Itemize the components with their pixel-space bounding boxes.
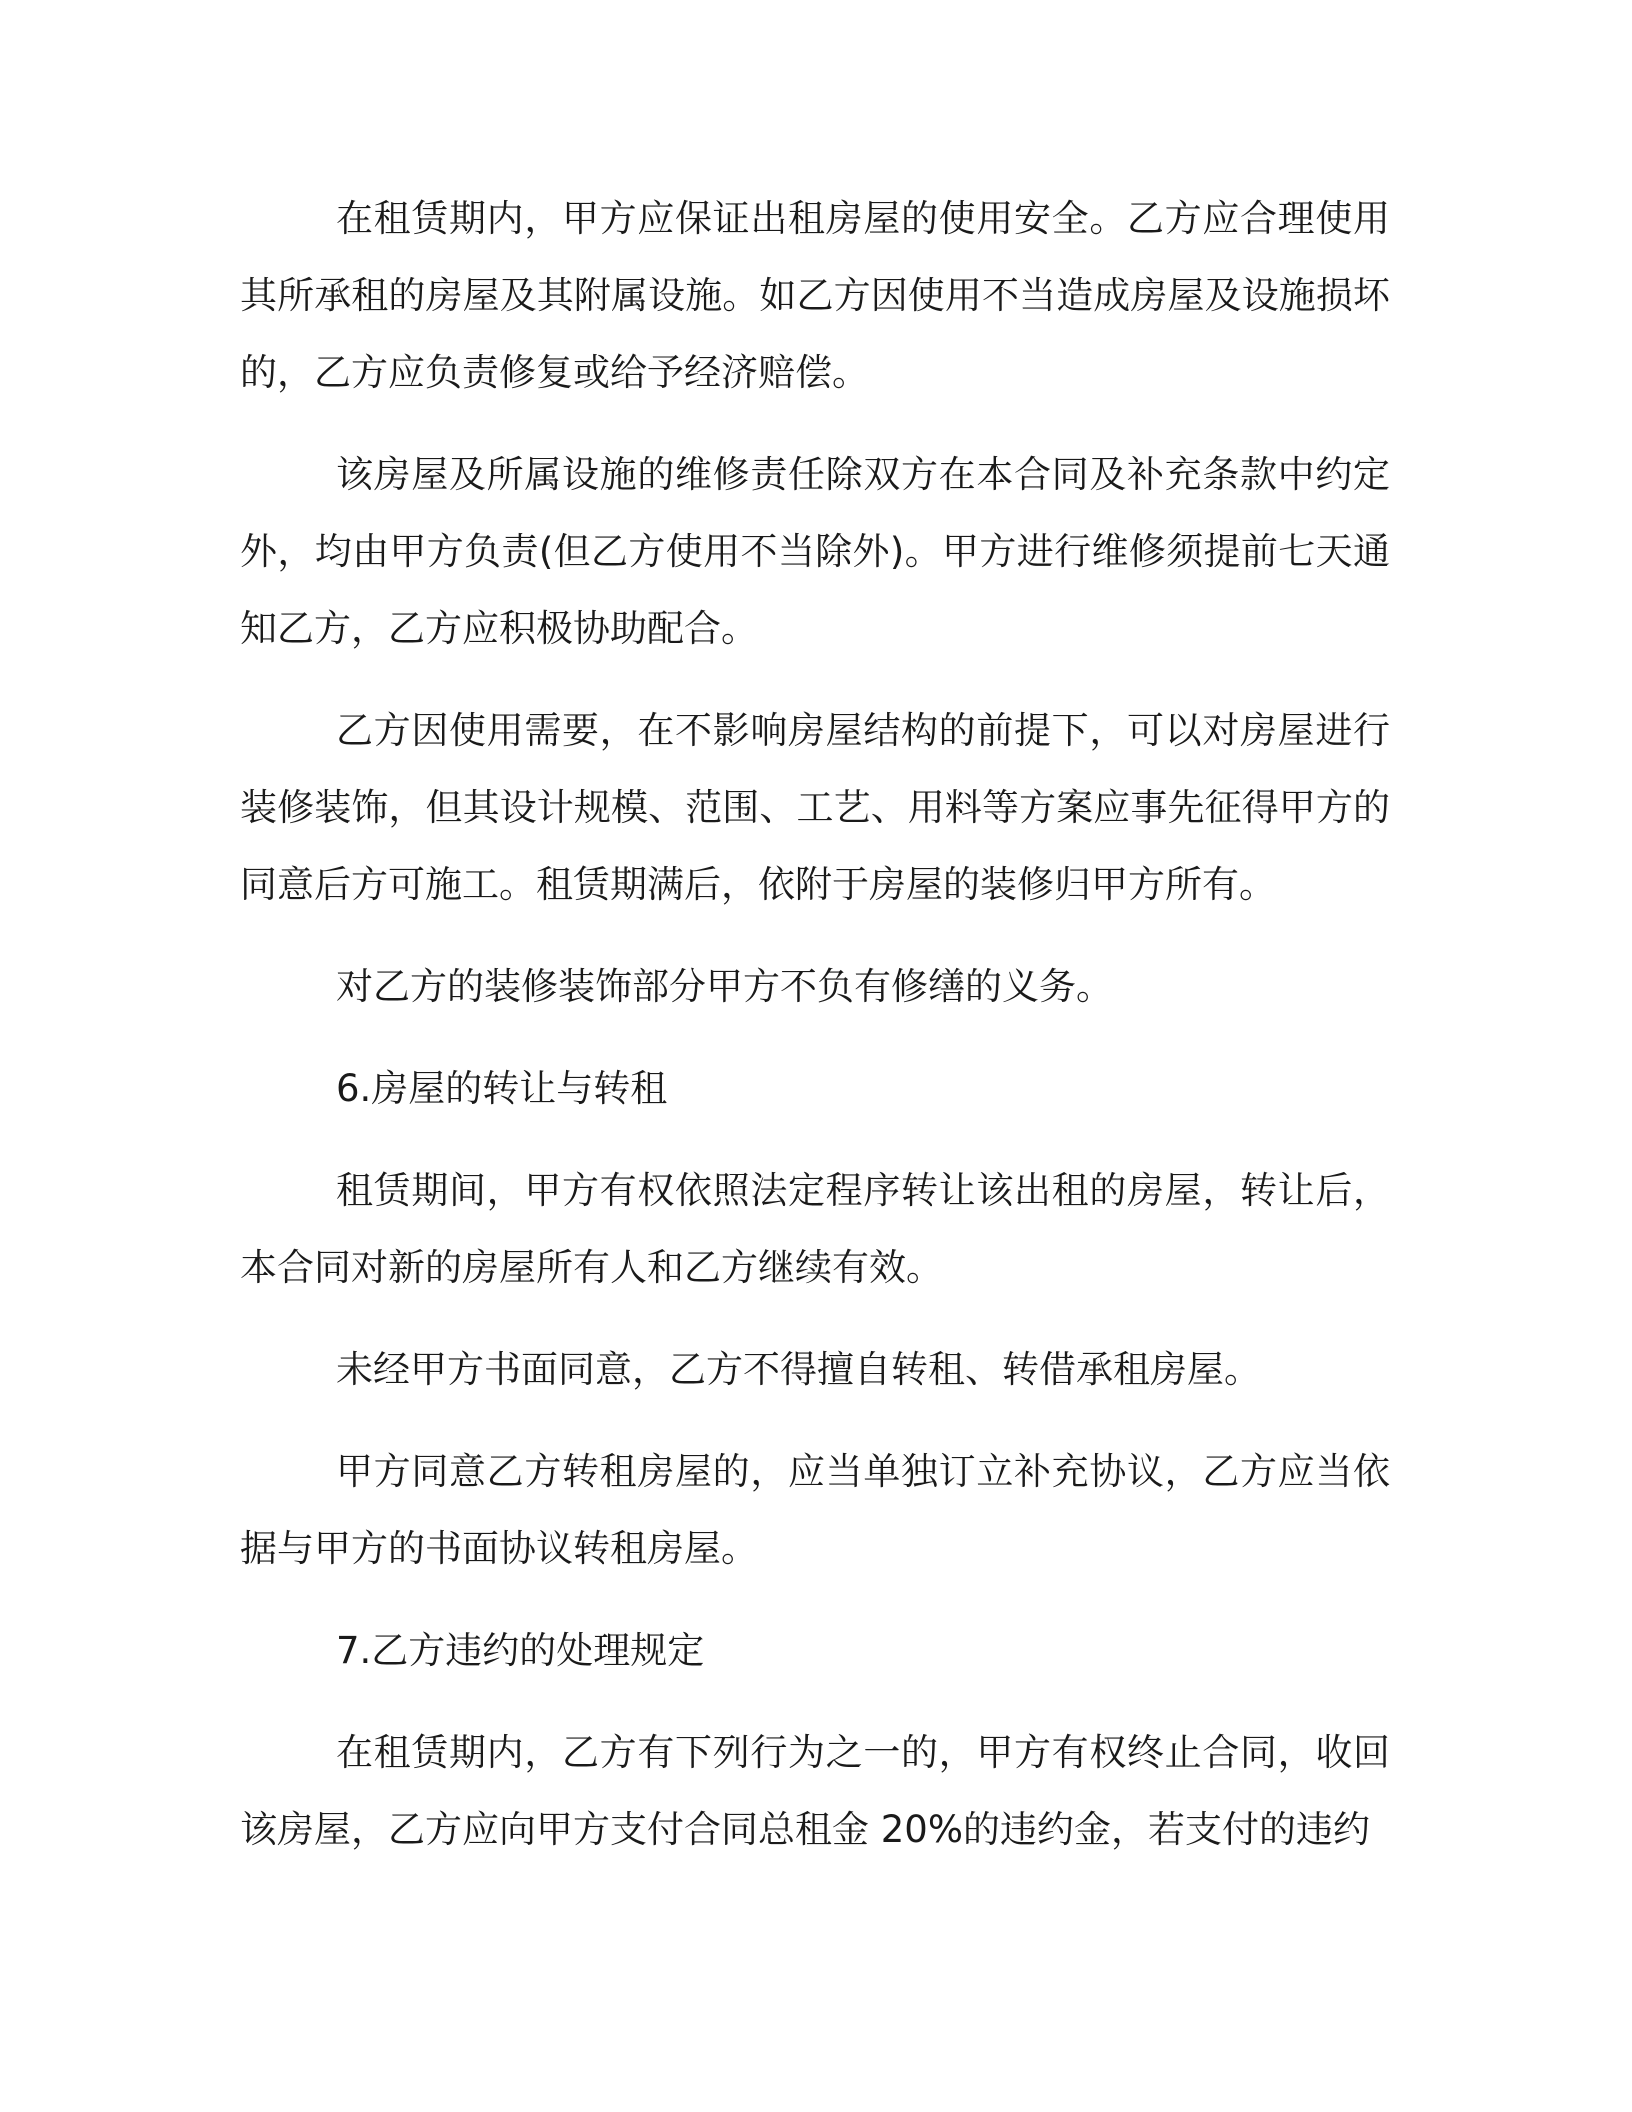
paragraph-4: 对乙方的装修装饰部分甲方不负有修缮的义务。 — [336, 965, 1113, 1008]
paragraph-3: 乙方因使用需要，在不影响房屋结构的前提下，可以对房屋进行装修装饰，但其设计规模、范围、工艺、用料等方案应事先征得甲方的同意后方可施工。租赁期满后，依附于房屋的装修归甲方所有。 — [240, 709, 1390, 906]
paragraph-5: 租赁期间，甲方有权依照法定程序转让该出租的房屋，转让后，本合同对新的房屋所有人和乙方继续有效。 — [240, 1169, 1390, 1289]
paragraph-7: 甲方同意乙方转租房屋的，应当单独订立补充协议，乙方应当依据与甲方的书面协议转租房屋。 — [240, 1450, 1390, 1570]
paragraph-1: 在租赁期内，甲方应保证出租房屋的使用安全。乙方应合理使用其所承租的房屋及其附属设施。如乙方因使用不当造成房屋及设施损坏的，乙方应负责修复或给予经济赔偿。 — [240, 197, 1390, 394]
paragraph-2: 该房屋及所属设施的维修责任除双方在本合同及补充条款中约定外，均由甲方负责(但乙方使用不当除外)。甲方进行维修须提前七天通知乙方，乙方应积极协助配合。 — [240, 453, 1390, 650]
section-heading-6: 6.房屋的转让与转租 — [336, 1067, 668, 1110]
section-heading-7: 7.乙方违约的处理规定 — [336, 1629, 705, 1672]
paragraph-6: 未经甲方书面同意，乙方不得擅自转租、转借承租房屋。 — [336, 1348, 1261, 1391]
paragraph-8: 在租赁期内，乙方有下列行为之一的，甲方有权终止合同，收回该房屋，乙方应向甲方支付合同总租金 20%的违约金，若支付的违约 — [240, 1731, 1390, 1851]
document-body — [240, 180, 1390, 1893]
